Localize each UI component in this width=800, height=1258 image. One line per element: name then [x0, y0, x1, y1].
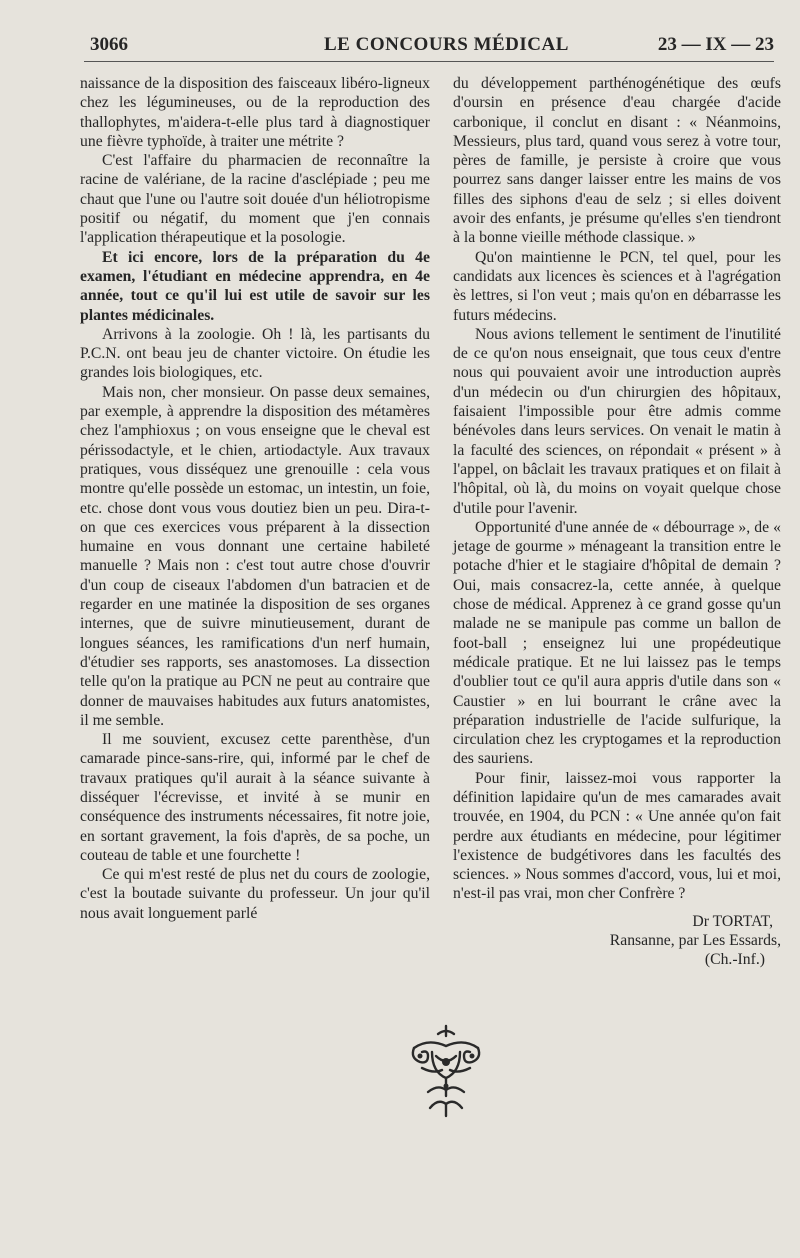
- paragraph-bold: Et ici encore, lors de la préparation du 4e examen, l'étudiant en médecine apprendra, en 4e année, tout ce qu'il lui est utile de savoir sur les plantes médicinales.: [80, 248, 430, 324]
- signature-region: (Ch.-Inf.): [704, 951, 765, 969]
- paragraph: Opportunité d'une année de « débourrage », de « jetage de gourme » ménageant la transition entre le potache d'hier et le stagiaire d'hôpital de demain ? Oui, mais consacrez-la, cette année, à quelque chose de médical. Apprenez à ce grand gosse qu'un malade ne se manipule pas comme un ballon de foot-ball ; enseignez lui une propédeutique médicale pratique. Et ne lui laissez pas le temps d'oublier tout ce qu'il aura appris d'utile dans son « Caustier » en lui bourrant le crâne avec la préparation industrielle de l'acide sulfurique, la circulation chez les cryptogames et la reproduction des sauriens.: [453, 518, 781, 768]
- right-column: [453, 74, 781, 970]
- paragraph: C'est l'affaire du pharmacien de reconnaître la racine de valériane, de la racine d'asclépiade ; peu me chaut que l'une ou l'autre soit douée d'un héliotropisme positif ou négatif, du moment que j'en connais l'application thérapeutique et la posologie.: [80, 152, 430, 247]
- journal-title: LE CONCOURS MÉDICAL: [324, 34, 569, 55]
- left-column: [80, 74, 430, 923]
- signature: Dr TORTAT,: [692, 912, 773, 930]
- paragraph: naissance de la disposition des faisceaux libéro-ligneux chez les légumineuses, ou de la reproduction des thallophytes, m'aidera-t-elle plus tard à diagnostiquer une fièvre typhoïde, à traiter une métrite ?: [80, 75, 430, 150]
- paragraph: Arrivons à la zoologie. Oh ! là, les partisants du P.C.N. ont beau jeu de chanter victoire. On étudie les grandes lois biologiques, etc.: [80, 325, 430, 382]
- running-header: [84, 34, 774, 60]
- paragraph: Ce qui m'est resté de plus net du cours de zoologie, c'est la boutade suivante du professeur. Un jour qu'il nous avait longuement parlé: [80, 866, 430, 922]
- paragraph: Qu'on maintienne le PCN, tel quel, pour les candidats aux licences ès sciences et à l'agrégation ès lettres, si l'on veut ; mais qu'on en débarrasse les futurs médecins.: [453, 248, 781, 324]
- paragraph: Nous avions tellement le sentiment de l'inutilité de ce qu'on nous enseignait, que tous ceux d'entre nous qui pouvaient avoir une introduction auprès d'un médecin ou d'un chirurgien des hôpitaux, faisaient l'impossible pour être admis comme bénévoles dans leurs services. On venait le matin à la faculté des sciences, on répondait « présent » à l'appel, on bâclait les travaux pratiques et on filait à l'hôpital, où là, du moins on voyait quelque chose d'utile pour l'avenir.: [453, 325, 781, 517]
- paragraph: Mais non, cher monsieur. On passe deux semaines, par exemple, à apprendre la disposition des métamères chez l'amphioxus ; on vous enseigne que le cheval est périssodactyle, et le chien, artiodactyle. Aux travaux pratiques, vous disséquez une grenouille : cela vous montre qu'elle possède un estomac, un intestin, un foie, etc. chose dont vous vous doutiez bien un peu. Dira-t-on que ces exercices vous préparent à la dissection humaine en vous donnant une certaine habileté manuelle ? Mais non : c'est tout autre chose d'ouvrir d'un coup de ciseaux l'abdomen d'un batracien et de regarder en une matinée la disposition de ses organes internes, que de suivre minutieusement, durant de longues séances, les ramifications d'un nerf humain, d'étudier ses rapports, ses anastomoses. La dissection telle qu'on la pratique au PCN ne peut au contraire que donner de mauvaises habitudes aux futurs anatomistes, il me semble.: [80, 383, 430, 729]
- issue-date: 23 — IX — 23: [657, 34, 774, 55]
- paragraph: Pour finir, laissez-moi vous rapporter la définition lapidaire qu'un de mes camarades avait trouvée, en 1904, du PCN : « Une année qu'on fait perdre aux étudiants en médecine, pour légitimer l'existence de budgétivores dans les facultés des sciences. » Nous sommes d'accord, vous, lui et moi, n'est-il pas vrai, mon cher Confrère ?: [453, 769, 781, 903]
- page-number: 3066: [90, 34, 128, 55]
- signature-location: Ransanne, par Les Essards,: [609, 932, 781, 950]
- paragraph: du développement parthénogénétique des œufs d'oursin en présence d'eau chargée d'acide carbonique, il conclut en disant : « Néanmoins, Messieurs, plus tard, quand vous serez à votre tour, pères de famille, je persiste à croire que vous pourrez sans danger laisser entre les mains de vos filles des siphons d'eau de selz ; si elles doivent avoir des enfants, je présume qu'elles s'en tiendront à la bonne vieille méthode classique. »: [453, 75, 781, 247]
- paragraph: Il me souvient, excusez cette parenthèse, d'un camarade pince-sans-rire, qui, informé par le chef de travaux pratiques qu'il aurait à la séance suivante à disséquer l'écrevisse, et invité à se munir en conséquence des instruments nécessaires, fit notre joie, en sortant gravement, la fois d'après, de sa poche, un couteau de table et une fourchette !: [80, 731, 430, 864]
- header-rule: [84, 61, 774, 62]
- fleuron-ornament-icon: [408, 1022, 484, 1118]
